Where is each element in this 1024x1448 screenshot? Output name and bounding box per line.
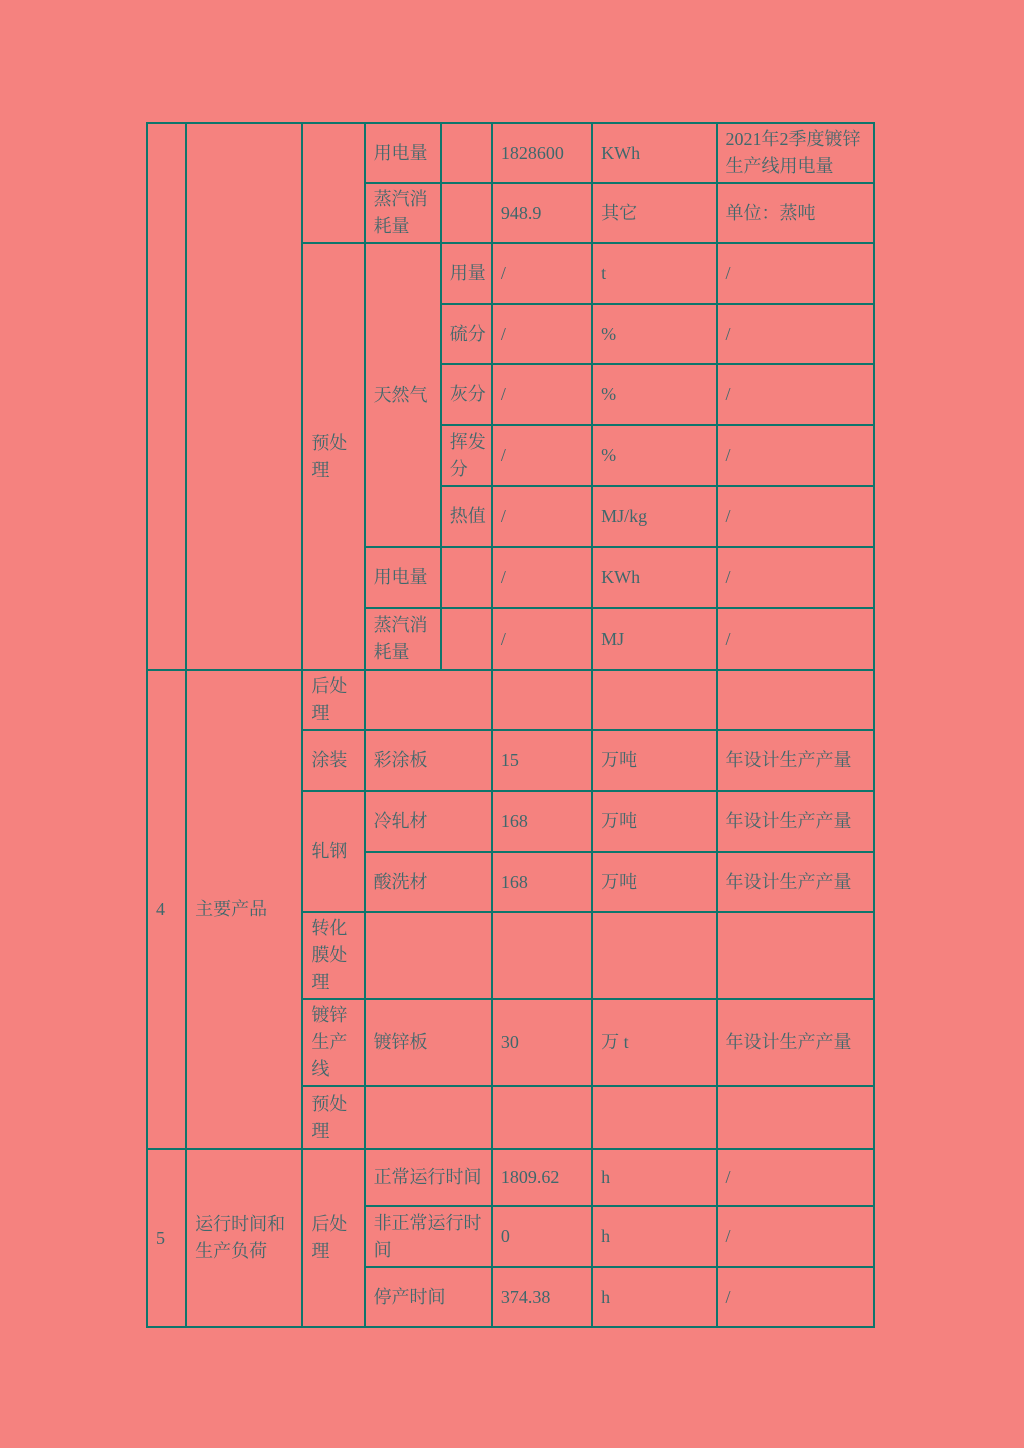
cell-remark: /: [717, 547, 875, 608]
cell-process: 后处理: [302, 1149, 364, 1327]
cell-unit: 万吨: [592, 730, 716, 791]
cell-value: [492, 912, 592, 999]
cell-process-blank: [302, 123, 364, 243]
cell-remark: /: [717, 1149, 875, 1206]
cell-subitem: 挥发分: [441, 425, 492, 486]
cell-value: 1828600: [492, 123, 592, 183]
table-row: [147, 670, 874, 730]
cell-subitem: 用量: [441, 243, 492, 304]
cell-value: /: [492, 364, 592, 425]
cell-subitem: 灰分: [441, 364, 492, 425]
cell-value: [492, 1086, 592, 1149]
cell-subitem: 热值: [441, 486, 492, 547]
cell-value: [492, 670, 592, 730]
cell-subitem: 硫分: [441, 304, 492, 364]
cell-value: /: [492, 425, 592, 486]
cell-value: 168: [492, 852, 592, 912]
cell-unit: h: [592, 1267, 716, 1327]
cell-product: [365, 670, 492, 730]
cell-unit: KWh: [592, 547, 716, 608]
cell-remark: 年设计生产产量: [717, 852, 875, 912]
cell-value: 15: [492, 730, 592, 791]
cell-subitem-blank: [441, 183, 492, 243]
cell-remark: 2021年2季度镀锌生产线用电量: [717, 123, 875, 183]
cell-remark: /: [717, 364, 875, 425]
cell-unit: 其它: [592, 183, 716, 243]
cell-value: 0: [492, 1206, 592, 1267]
cell-unit: MJ: [592, 608, 716, 670]
table-row: [147, 123, 874, 183]
cell-item-electricity: 用电量: [365, 547, 441, 608]
cell-remark: 单位：蒸吨: [717, 183, 875, 243]
cell-process: 涂装: [302, 730, 364, 791]
cell-subitem-blank: [441, 608, 492, 670]
cell-remark: 年设计生产产量: [717, 791, 875, 852]
cell-product: 彩涂板: [365, 730, 492, 791]
cell-item: 停产时间: [365, 1267, 492, 1327]
cell-remark: /: [717, 1206, 875, 1267]
cell-value: 948.9: [492, 183, 592, 243]
cell-product: 冷轧材: [365, 791, 492, 852]
cell-remark: 年设计生产产量: [717, 730, 875, 791]
cell-remark: [717, 670, 875, 730]
cell-item-electricity: 用电量: [365, 123, 441, 183]
cell-category: 主要产品: [186, 670, 302, 1149]
cell-process-pretreatment: 预处理: [302, 243, 364, 670]
cell-remark: /: [717, 1267, 875, 1327]
cell-unit: 万 t: [592, 999, 716, 1086]
cell-seq-number: [147, 123, 186, 670]
cell-category: 运行时间和生产负荷: [186, 1149, 302, 1327]
cell-value: /: [492, 304, 592, 364]
cell-item: 正常运行时间: [365, 1149, 492, 1206]
cell-item-steam: 蒸汽消耗量: [365, 183, 441, 243]
cell-unit: [592, 670, 716, 730]
cell-product: 镀锌板: [365, 999, 492, 1086]
cell-subitem-blank: [441, 123, 492, 183]
cell-remark: [717, 912, 875, 999]
cell-unit: %: [592, 425, 716, 486]
cell-remark: [717, 1086, 875, 1149]
cell-unit: [592, 912, 716, 999]
cell-item: 非正常运行时间: [365, 1206, 492, 1267]
cell-value: 168: [492, 791, 592, 852]
cell-unit: %: [592, 304, 716, 364]
cell-process: 后处理: [302, 670, 364, 730]
cell-unit: KWh: [592, 123, 716, 183]
cell-value: /: [492, 486, 592, 547]
cell-seq-number: 5: [147, 1149, 186, 1327]
cell-item-natural-gas: 天然气: [365, 243, 441, 547]
cell-value: /: [492, 547, 592, 608]
cell-unit: 万吨: [592, 852, 716, 912]
cell-process: 镀锌生产线: [302, 999, 364, 1086]
cell-process: 预处理: [302, 1086, 364, 1149]
cell-remark: 年设计生产产量: [717, 999, 875, 1086]
cell-remark: /: [717, 486, 875, 547]
cell-value: /: [492, 608, 592, 670]
cell-value: 30: [492, 999, 592, 1086]
production-report-table: [146, 122, 875, 1328]
cell-value: 374.38: [492, 1267, 592, 1327]
cell-process: 转化膜处理: [302, 912, 364, 999]
cell-remark: /: [717, 425, 875, 486]
cell-unit: %: [592, 364, 716, 425]
cell-unit: [592, 1086, 716, 1149]
cell-item-steam: 蒸汽消耗量: [365, 608, 441, 670]
cell-seq-number: 4: [147, 670, 186, 1149]
cell-unit: 万吨: [592, 791, 716, 852]
cell-product: [365, 912, 492, 999]
cell-product: 酸洗材: [365, 852, 492, 912]
cell-category: [186, 123, 302, 670]
cell-remark: /: [717, 304, 875, 364]
cell-product: [365, 1086, 492, 1149]
cell-unit: t: [592, 243, 716, 304]
cell-value: /: [492, 243, 592, 304]
table-row: [147, 1149, 874, 1206]
cell-subitem-blank: [441, 547, 492, 608]
cell-unit: h: [592, 1149, 716, 1206]
cell-process: 轧钢: [302, 791, 364, 912]
cell-value: 1809.62: [492, 1149, 592, 1206]
cell-remark: /: [717, 243, 875, 304]
cell-unit: MJ/kg: [592, 486, 716, 547]
cell-remark: /: [717, 608, 875, 670]
cell-unit: h: [592, 1206, 716, 1267]
